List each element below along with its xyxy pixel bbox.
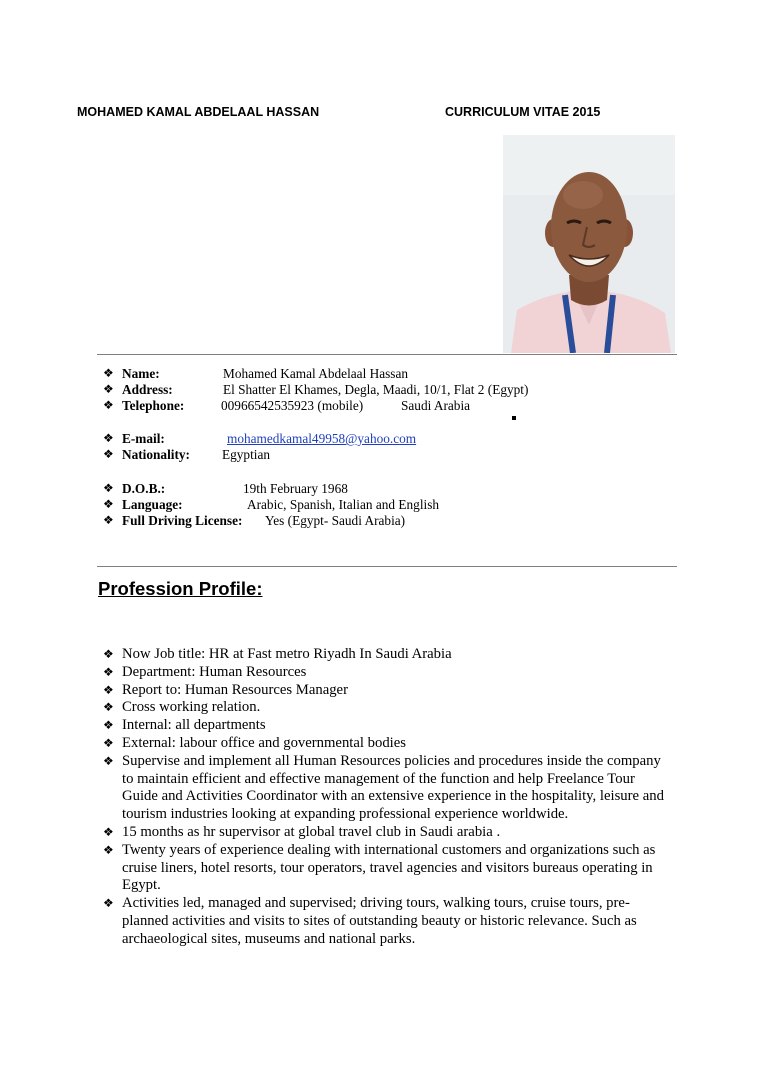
email-label: E-mail: (122, 431, 165, 446)
list-item (103, 824, 673, 842)
bullet-icon: ❖ (103, 431, 114, 445)
list-item (103, 735, 673, 753)
telephone-label: Telephone: (122, 398, 185, 413)
section-divider-bottom (97, 566, 677, 567)
list-item-text: Department: Human Resources (122, 663, 307, 680)
bullet-icon: ❖ (103, 513, 114, 527)
dob-value: 19th February 1968 (243, 481, 348, 496)
bullet-icon: ❖ (103, 824, 114, 839)
bullet-icon: ❖ (103, 700, 114, 715)
profession-profile-list (103, 646, 673, 949)
list-item-text: External: labour office and governmental bodies (122, 734, 406, 751)
bullet-icon: ❖ (103, 647, 114, 661)
list-item-text: Report to: Human Resources Manager (122, 681, 348, 698)
profession-profile-heading: Profession Profile: (98, 578, 263, 599)
list-item-text: Supervise and implement all Human Resources policies and procedures inside the company to maintain efficient and effective management of the function and help Freelance Tour Guide and Activities Coordinator with an extensive experience in the hospitality, leisure and tourism industries looking at expanding professional experience worldwide. (122, 752, 664, 823)
cv-owner-name: MOHAMED KAMAL ABDELAAL HASSAN (77, 105, 320, 119)
name-label: Name: (122, 366, 160, 381)
telephone-value: 00966542535923 (mobile) (221, 398, 364, 413)
bullet-icon: ❖ (103, 497, 114, 511)
dob-label: D.O.B.: (122, 481, 166, 496)
list-item-text: Activities led, managed and supervised; driving tours, walking tours, cruise tours, pre-planned activities and visits to sites of outstanding beauty or historic relevance. Such as archaeological sites, museums and national parks. (122, 895, 637, 947)
bullet-icon: ❖ (103, 664, 114, 679)
telephone-country: Saudi Arabia (401, 398, 471, 413)
bullet-icon: ❖ (103, 382, 114, 396)
list-item (103, 664, 673, 682)
name-value: Mohamed Kamal Abdelaal Hassan (223, 366, 408, 381)
license-label: Full Driving License: (122, 513, 243, 528)
bullet-icon: ❖ (103, 398, 114, 412)
address-value: El Shatter El Khames, Degla, Maadi, 10/1, Flat 2 (Egypt) (223, 382, 529, 397)
list-item (103, 842, 673, 895)
list-item-text: Twenty years of experience dealing with international customers and organizations such as cruise liners, hotel resorts, tour operators, travel agencies and visitors bureaus operating in Egypt. (122, 841, 656, 894)
bullet-icon: ❖ (103, 366, 114, 380)
nationality-label: Nationality: (122, 447, 190, 462)
language-label: Language: (122, 497, 183, 512)
list-item (103, 753, 673, 824)
stray-bullet-marker (512, 416, 516, 420)
bullet-icon: ❖ (103, 447, 114, 461)
list-item-text: 15 months as hr supervisor at global travel club in Saudi arabia . (122, 823, 501, 840)
list-item-text: Cross working relation. (122, 699, 261, 716)
bullet-icon: ❖ (103, 735, 114, 750)
bullet-icon: ❖ (103, 753, 114, 768)
bullet-icon: ❖ (103, 682, 114, 697)
portrait-photo (503, 135, 675, 353)
list-item (103, 699, 673, 717)
language-value: Arabic, Spanish, Italian and English (247, 497, 440, 512)
list-item-text: Internal: all departments (122, 717, 266, 734)
license-value: Yes (Egypt- Saudi Arabia) (265, 513, 406, 528)
list-item (103, 682, 673, 700)
nationality-value: Egyptian (222, 447, 271, 462)
cv-title: CURRICULUM VITAE 2015 (445, 105, 601, 119)
list-item-text: Now Job title: HR at Fast metro Riyadh In Saudi Arabia (122, 646, 452, 662)
list-item (103, 717, 673, 735)
section-divider-top (97, 354, 677, 355)
address-label: Address: (122, 382, 173, 397)
list-item (103, 646, 673, 664)
bullet-icon: ❖ (103, 481, 114, 495)
email-link[interactable]: mohamedkamal49958@yahoo.com (227, 431, 417, 446)
portrait-illustration (503, 135, 675, 353)
bullet-icon: ❖ (103, 718, 114, 733)
bullet-icon: ❖ (103, 842, 114, 857)
bullet-icon: ❖ (103, 896, 114, 911)
list-item (103, 895, 673, 948)
